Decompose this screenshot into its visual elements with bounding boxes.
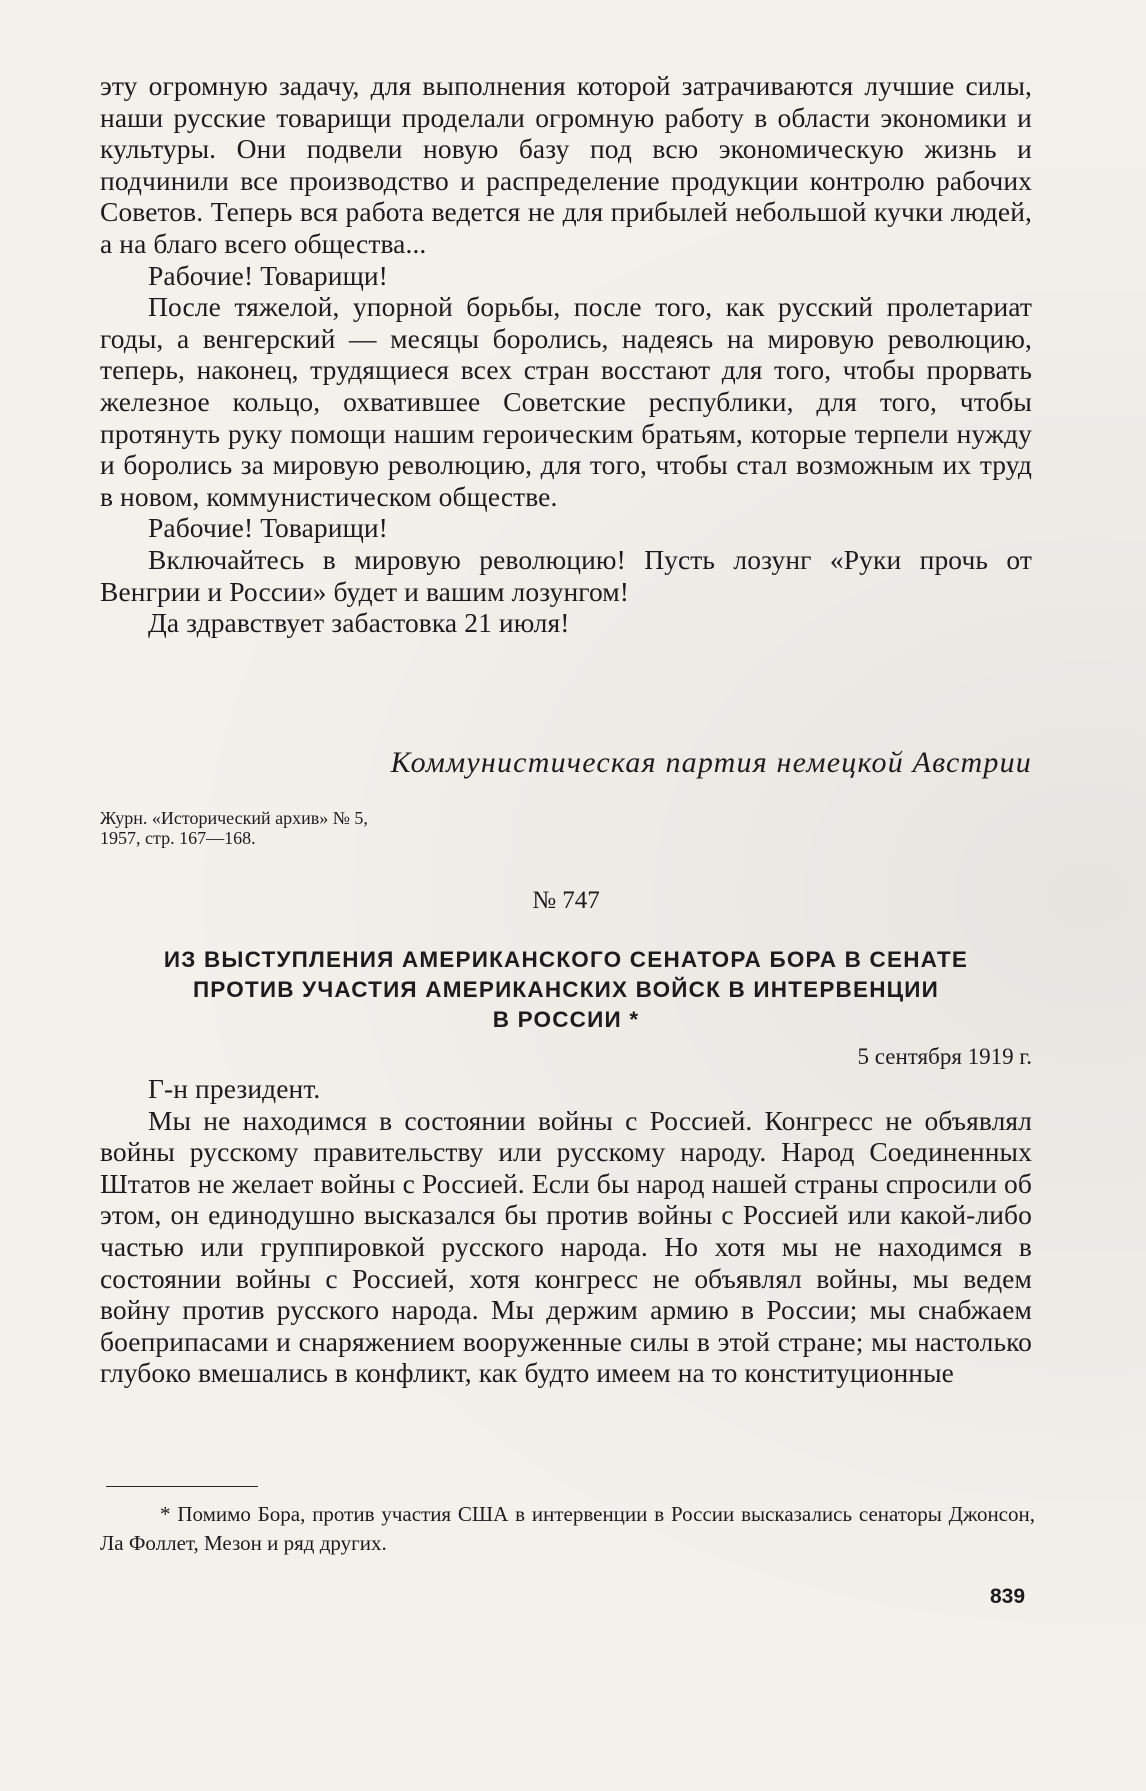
- title-line: ПРОТИВ УЧАСТИЯ АМЕРИКАНСКИХ ВОЙСК В ИНТЕРВЕНЦИИ: [192, 977, 940, 1002]
- footnote: * Помимо Бора, против участия США в интервенции в России высказались сенаторы Джонсон, Ла Фоллет, Мезон и ряд других.: [100, 1502, 1035, 1555]
- paragraph: Да здравствует забастовка 21 июля!: [148, 607, 570, 639]
- continuation-text: [100, 70, 1032, 639]
- document-date: 5 сентября 1919 г.: [857, 1044, 1032, 1069]
- speech-text: [100, 1073, 1032, 1389]
- source-line: 1957, стр. 167—168.: [100, 828, 256, 848]
- source-citation: [100, 808, 480, 848]
- paragraph: Рабочие! Товарищи!: [148, 259, 388, 291]
- document-title: [100, 945, 1032, 1035]
- page-number: 839: [990, 1585, 1026, 1608]
- paragraph: Г-н президент.: [148, 1073, 321, 1104]
- paragraph: Рабочие! Товарищи!: [148, 512, 388, 544]
- paragraph: После тяжелой, упорной борьбы, после того, как русский пролетариат годы, а венгерский — месяцы боролись, надеясь на мировую революцию, теперь, наконец, трудящиеся всех стран восстают для того, чтобы прорвать железное кольцо, охватившее Советские республики, для того, чтобы протянуть руку помощи нашим героическим братьям, которые терпели нужду и боролись за мировую революцию, для того, чтобы стал возможным их труд в новом, коммунистическом обществе.: [100, 291, 1032, 512]
- paragraph: Включайтесь в мировую революцию! Пусть лозунг «Руки прочь от Венгрии и России» будет и вашим лозунгом!: [100, 543, 1032, 607]
- title-line: ИЗ ВЫСТУПЛЕНИЯ АМЕРИКАНСКОГО СЕНАТОРА БОРА В СЕНАТЕ: [163, 947, 969, 972]
- document-number: № 747: [532, 887, 600, 914]
- footnote-divider: [106, 1486, 258, 1487]
- source-line: Журн. «Исторический архив» № 5,: [100, 808, 368, 828]
- paragraph: эту огромную задачу, для выполнения которой затрачиваются лучшие силы, наши русские товарищи проделали огромную работу в области экономики и культуры. Они подвели новую базу под всю экономическую жизнь и подчинили все производство и распределение продукции контролю рабочих Советов. Теперь вся работа ведется не для прибылей небольшой кучки людей, а на благо всего общества...: [100, 70, 1032, 259]
- signature: Коммунистическая партия немецкой Австрии: [390, 746, 1032, 779]
- title-line: В РОССИИ *: [492, 1007, 640, 1032]
- paragraph: Мы не находимся в состоянии войны с Россией. Конгресс не объявлял войны русскому правительству или русскому народу. Народ Соединенных Штатов не желает войны с Россией. Если бы народ нашей страны спросили об этом, он единодушно высказался бы против войны с Россией или какой-либо частью или группировкой русского народа. Но хотя мы не находимся в состоянии войны с Россией, хотя конгресс не объявлял войны, мы ведем войну против русского народа. Мы держим армию в России; мы снабжаем боеприпасами и снаряжением вооруженные силы в этой стране; мы настолько глубоко вмешались в конфликт, как будто имеем на то конституционные: [100, 1104, 1032, 1389]
